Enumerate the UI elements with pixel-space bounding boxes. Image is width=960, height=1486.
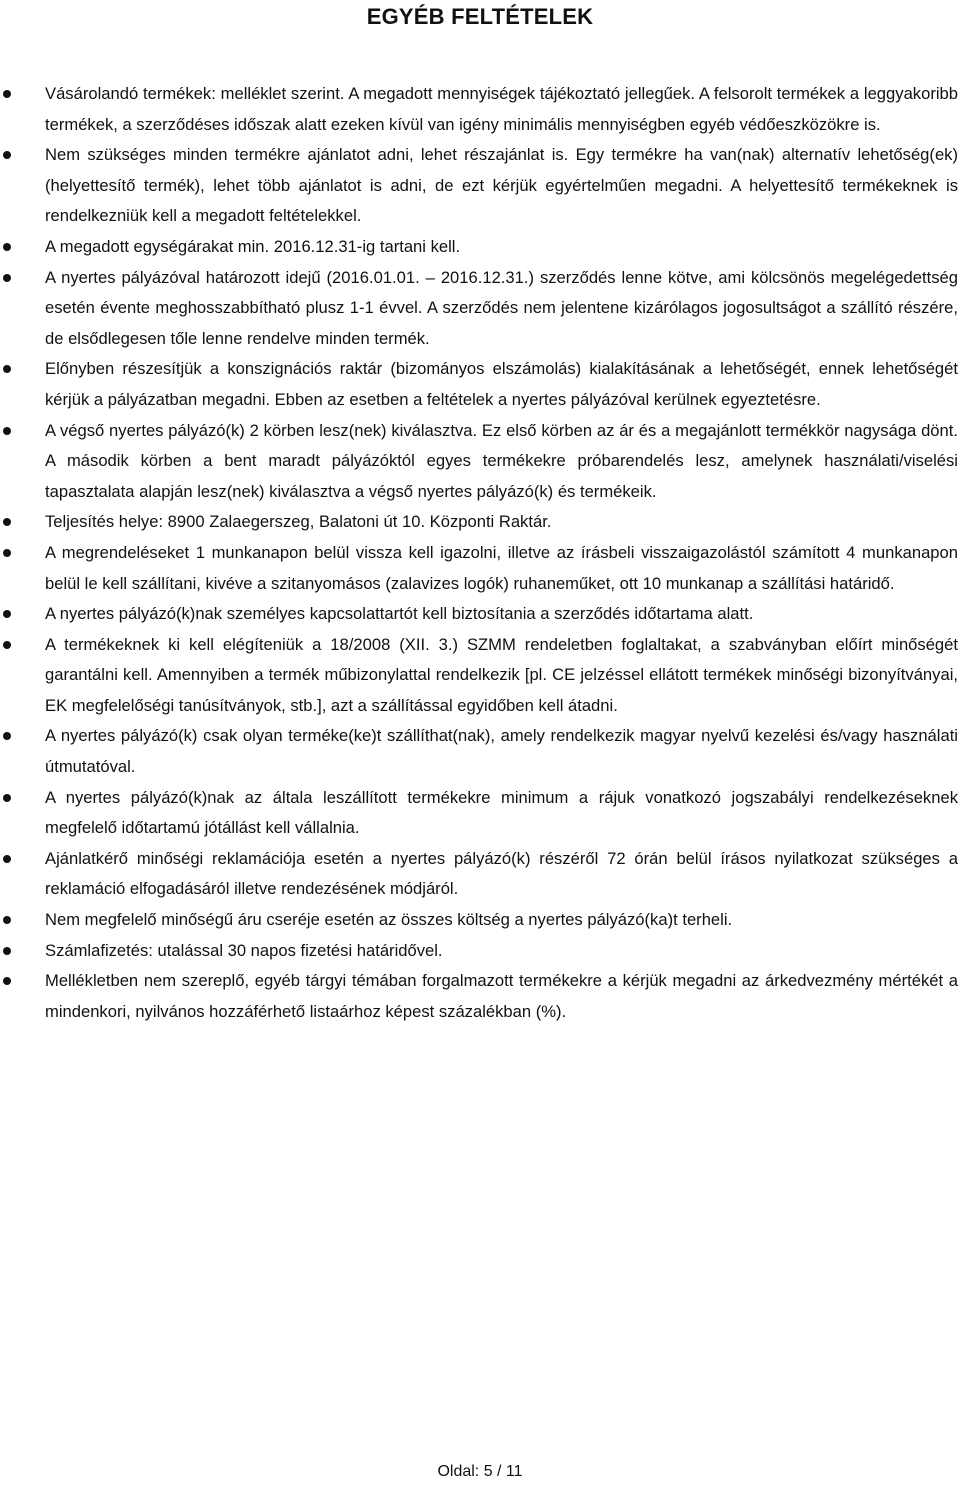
list-item xyxy=(0,507,960,538)
list-item-text: Előnyben részesítjük a konszignációs raktár (bizományos elszámolás) kialakításának a lehetőségét, ennek lehetőségét kérjük a pályázatban megadni. Ebben az esetben a feltételek a nyertes pályázóval kerülnek egyeztetésre. xyxy=(45,359,958,409)
list-item-text: A nyertes pályázó(k) csak olyan terméke(ke)t szállíthat(nak), amely rendelkezik magyar nyelvű kezelési és/vagy használati útmutatóval. xyxy=(45,726,958,777)
bullet-icon xyxy=(3,90,11,98)
list-item xyxy=(0,416,960,508)
list-item xyxy=(0,630,960,722)
list-item-text: A megadott egységárakat min. 2016.12.31-ig tartani kell. xyxy=(45,236,461,256)
page-number: Oldal: 5 / 11 xyxy=(437,1463,523,1480)
list-item xyxy=(0,844,960,905)
list-item-text: A termékeknek ki kell elégíteniük a 18/2008 (XII. 3.) SZMM rendeletben foglaltakat, a szabványban előírt minőségét garantálni kell. Amennyiben a termék műbizonylattal rendelkezik [pl. CE jelzéssel ellátott termékek minőségi bizonyítványai, EK megfelelőségi tanúsítványok, stb.], azt a szállítással egyidőben kell átadni. xyxy=(45,634,958,715)
list-item-text: A nyertes pályázó(k)nak személyes kapcsolattartót kell biztosítania a szerződés időtartama alatt. xyxy=(45,604,754,624)
bullet-icon xyxy=(3,610,11,618)
bullet-icon xyxy=(3,855,11,863)
list-item-text: Ajánlatkérő minőségi reklamációja esetén a nyertes pályázó(k) részéről 72 órán belül írásos nyilatkozat szükséges a reklamáció elfogadásáról illetve rendezésének módjáról. xyxy=(45,848,958,899)
terms-list xyxy=(0,79,960,1027)
bullet-icon xyxy=(3,916,11,924)
list-item xyxy=(0,905,960,936)
bullet-icon xyxy=(3,427,11,435)
list-item-text: Számlafizetés: utalással 30 napos fizetési határidővel. xyxy=(45,940,443,960)
list-item-text: Nem szükséges minden termékre ajánlatot adni, lehet részajánlat is. Egy termékre ha van(nak) alternatív lehetőség(ek) (helyettesítő termék), lehet több ajánlatot is adni, de ezt kérjük egyértelműen megadni. A helyettesítő termékeknek is rendelkezniük kell a megadott feltételekkel. xyxy=(45,145,958,226)
list-item xyxy=(0,783,960,844)
list-item-text: Vásárolandó termékek: melléklet szerint. A megadott mennyiségek tájékoztató jellegűek. A felsorolt termékek a leggyakoribb termékek, a szerződéses időszak alatt ezeken kívül van igény minimális mennyiségben egyéb védőeszközökre is. xyxy=(45,84,958,134)
list-item xyxy=(0,966,960,1027)
list-item-text: A nyertes pályázóval határozott idejű (2016.01.01. – 2016.12.31.) szerződés lenne kötve, ami kölcsönös megelégedettség esetén évente meghosszabbítható plusz 1-1 évvel. A szerződés nem jelentene kizárólagos jogosultságot a szállító részére, de elsődlegesen tőle lenne rendelve minden termék. xyxy=(45,267,958,348)
bullet-icon xyxy=(3,947,11,955)
list-item xyxy=(0,599,960,630)
list-item xyxy=(0,140,960,232)
list-item xyxy=(0,354,960,415)
list-item-text: A megrendeléseket 1 munkanapon belül vissza kell igazolni, illetve az írásbeli visszaigazolástól számított 4 munkanapon belül le kell szállítani, kivéve a szitanyomásos (zalavizes logók) ruhaneműket, ott 10 munkanap a szállítási határidő. xyxy=(45,542,958,593)
list-item xyxy=(0,936,960,967)
list-item xyxy=(0,538,960,599)
bullet-icon xyxy=(3,977,11,985)
bullet-icon xyxy=(3,243,11,251)
list-item-text: A végső nyertes pályázó(k) 2 körben lesz(nek) kiválasztva. Ez első körben az ár és a megajánlott termékkör nagysága dönt. A második körben a bent maradt pályázóktól egyes termékekre próbarendelés lesz, amelynek használati/viselési tapasztalata alapján lesz(nek) kiválasztva a végső nyertes pályázó(k) és termékeik. xyxy=(45,420,958,501)
list-item xyxy=(0,721,960,782)
bullet-icon xyxy=(3,549,11,557)
list-item-text: A nyertes pályázó(k)nak az általa leszállított termékekre minimum a rájuk vonatkozó jogszabályi rendelkezéseknek megfelelő időtartamú jótállást kell vállalnia. xyxy=(45,787,958,838)
bullet-icon xyxy=(3,365,11,373)
list-item xyxy=(0,232,960,263)
list-item-text: Nem megfelelő minőségű áru cseréje esetén az összes költség a nyertes pályázó(ka)t terheli. xyxy=(45,910,733,930)
list-item xyxy=(0,79,960,140)
bullet-icon xyxy=(3,794,11,802)
bullet-icon xyxy=(3,518,11,526)
list-item-text: Mellékletben nem szereplő, egyéb tárgyi témában forgalmazott termékekre a kérjük megadni az árkedvezmény mértékét a mindenkori, nyilvános hozzáférhető listaárhoz képest százalékban (%). xyxy=(45,971,958,1021)
bullet-icon xyxy=(3,274,11,282)
list-item xyxy=(0,263,960,355)
bullet-icon xyxy=(3,732,11,740)
bullet-icon xyxy=(3,641,11,649)
page-title: EGYÉB FELTÉTELEK xyxy=(366,4,594,29)
bullet-icon xyxy=(3,151,11,159)
list-item-text: Teljesítés helye: 8900 Zalaegerszeg, Balatoni út 10. Központi Raktár. xyxy=(45,512,552,532)
